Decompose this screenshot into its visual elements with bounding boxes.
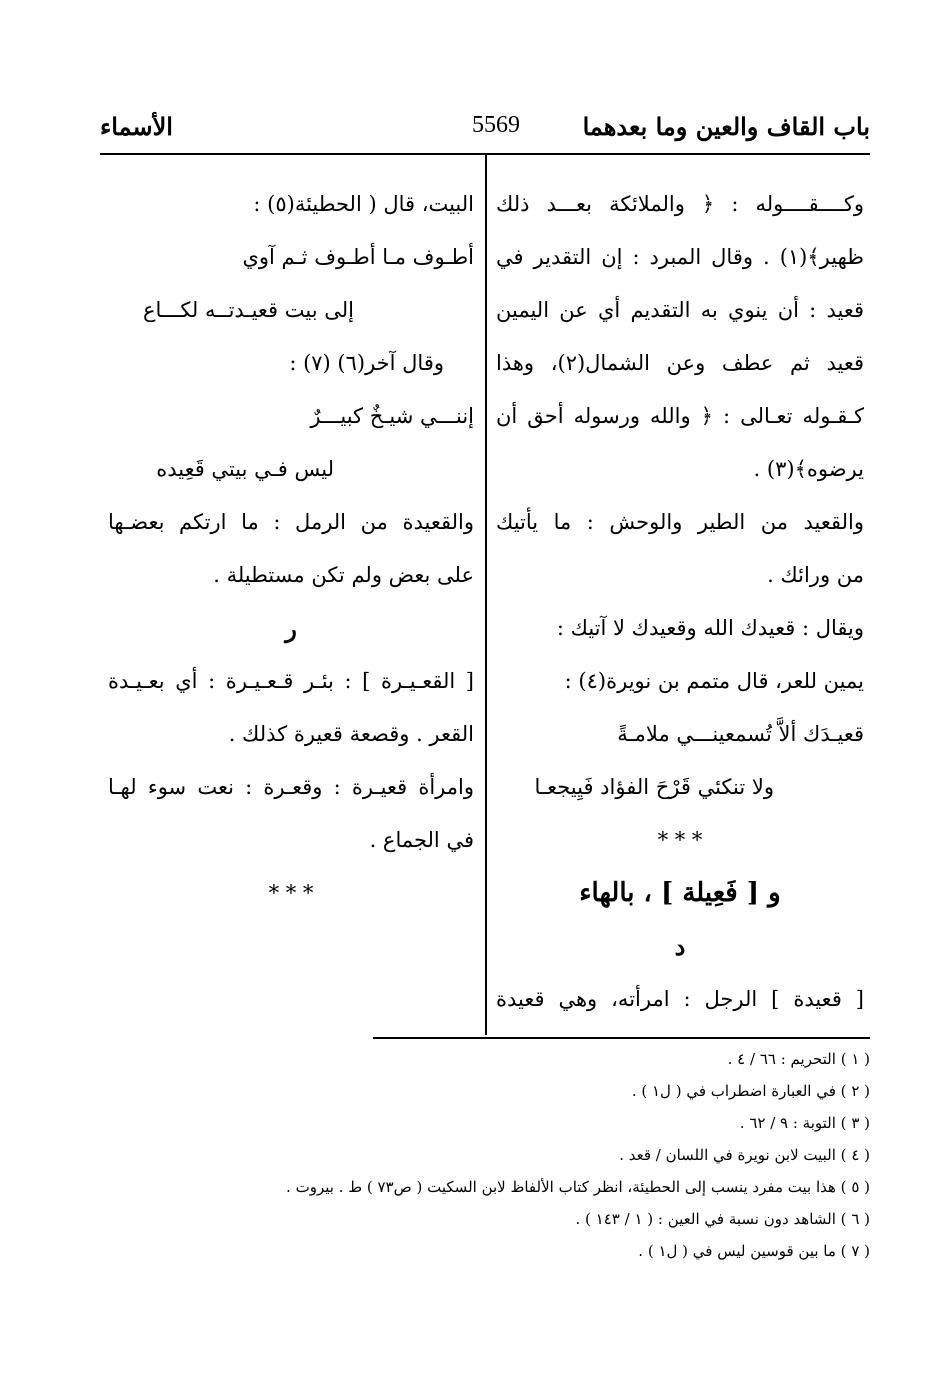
text-line: على بعض ولم تكن مستطيلة . [213, 563, 474, 587]
section-separator: * * * [657, 828, 703, 852]
text-line: من ورائك . [767, 563, 864, 587]
left-column [108, 178, 474, 920]
verse-line: ليس فـي بيتي قَعِيده [156, 457, 334, 481]
text-line: قعيد ثم عطف وعن الشمال(٢)، وهذا [496, 351, 864, 375]
text-line: يرضوه﴾(٣) . [753, 457, 864, 481]
right-column [496, 178, 864, 1026]
text-line: وامرأة قعيـرة : وقعـرة : نعت سوء لهـا [108, 775, 474, 799]
text-line: يمين للعر، قال متمم بن نويرة(٤) : [564, 669, 864, 693]
letter-heading: ر [285, 614, 297, 643]
text-line: ويقال : قعيدك الله وقعيدك لا آتيك : [556, 616, 864, 640]
footnote: ( ٥ ) هذا بيت مفرد ينسب إلى الحطيئة، انظر كتاب الألفاظ لابن السكيت ( ص٧٣ ) ط . بيروت . [286, 1178, 870, 1196]
text-line: [ قعيدة ] الرجل : امرأته، وهي قعيدة [496, 987, 864, 1011]
page-header [100, 112, 870, 152]
verse-line: إلى بيت قعيـدتــه لكـــاع [142, 298, 354, 322]
footnote: ( ٢ ) في العبارة اضطراب في ( ل١ ) . [631, 1082, 870, 1100]
verse-line: قعيـدَك ألاَّ تُسمعينـــي ملامـةً [617, 722, 864, 746]
text-line: وقال آخر(٦) (٧) : [289, 351, 444, 375]
text-line: ظهير﴾(١) . وقال المبرد : إن التقدير في [496, 245, 864, 269]
chapter-title: باب القاف والعين وما بعدهما [582, 112, 870, 141]
section-separator: * * * [268, 881, 314, 905]
text-line: كـقـوله تعـالى : ﴿ والله ورسوله أحق أن [496, 404, 864, 428]
text-line: في الجماع . [369, 828, 474, 852]
text-line: [ القعـيـرة ] : بئـر قـعـيـرة : أي بعـيـدة [108, 669, 474, 693]
footnote: ( ٤ ) البيت لابن نويرة في اللسان / قعد . [619, 1146, 870, 1164]
text-line: القعر . وقصعة قعيرة كذلك . [228, 722, 474, 746]
footnote: ( ٦ ) الشاهد دون نسبة في العين : ( ١ / ١٤٣ ) . [575, 1210, 870, 1228]
letter-heading: د [674, 932, 686, 961]
text-line: البيت، قال ( الحطيئة(٥) : [253, 192, 474, 216]
page-number: 5569 [472, 112, 520, 138]
text-line: والقعيد من الطير والوحش : ما يأتيك [496, 510, 864, 534]
verse-line: ولا تنكئي قَرْحَ الفؤاد فَيِيجعـا [534, 775, 774, 799]
footnote: ( ٣ ) التوبة : ٩ / ٦٢ . [739, 1114, 870, 1132]
section-title: الأسماء [100, 112, 173, 141]
footnote: ( ١ ) التحريم : ٦٦ / ٤ . [727, 1050, 870, 1068]
text-line: وكــــقــــوله : ﴿ والملائكة بعـــد ذلك [496, 192, 864, 216]
text-line: قعيد : أن ينوي به التقديم أي عن اليمين [496, 298, 864, 322]
footnotes [190, 1043, 870, 1267]
verse-line: أطـوف مـا أطـوف ثـم آوي [242, 245, 474, 269]
text-line: والقعيدة من الرمل : ما ارتكم بعضـها [108, 510, 474, 534]
footnote-rule [373, 1037, 870, 1039]
section-heading: و [ فَعِيلة ] ، بالهاء [579, 878, 781, 908]
footnote: ( ٧ ) ما بين قوسين ليس في ( ل١ ) . [638, 1242, 870, 1260]
verse-line: إننـــي شيـخٌ كبيـــرٌ [310, 404, 474, 428]
column-divider [485, 155, 487, 1035]
